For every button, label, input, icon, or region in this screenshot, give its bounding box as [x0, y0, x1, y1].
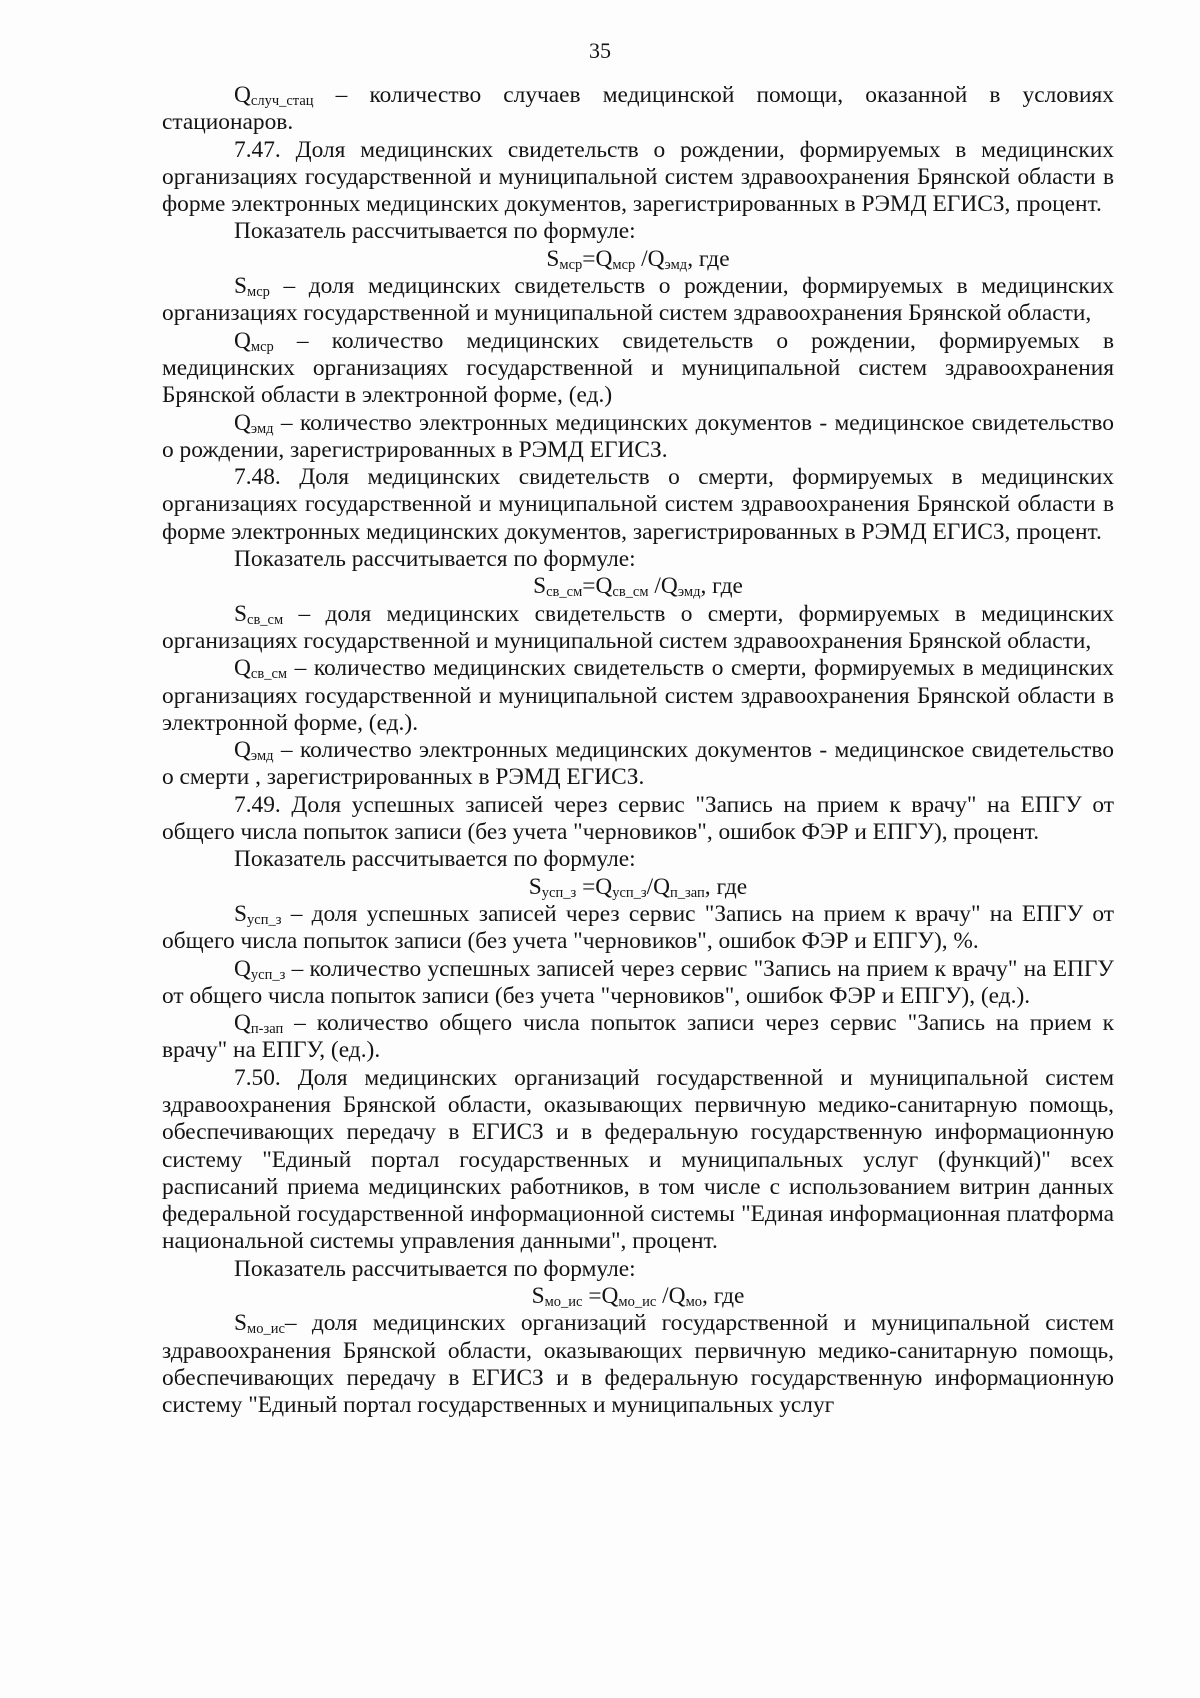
- symbol-subscript: усп_з: [250, 966, 286, 983]
- formula-part-s3: Q: [668, 1283, 686, 1310]
- formula-part-s2sub: усп_з: [612, 884, 647, 901]
- symbol: Q: [234, 737, 251, 764]
- definition-text: – доля медицинских свидетельств о смерти, формируемых в медицинских организациях государственной и муниципальной систем здравоохранения Брянской области,: [162, 600, 1114, 654]
- formula-part-tail: , где: [702, 1283, 745, 1310]
- formula-part-tail: , где: [704, 873, 748, 900]
- symbol-subscript: мср: [247, 283, 270, 300]
- definition-text: – доля медицинских свидетельств о рождении, формируемых в медицинских организациях государственной и муниципальной систем здравоохранения Брянской области,: [162, 273, 1114, 327]
- definition-text: – количество медицинских свидетельств о рождении, формируемых в медицинских организациях государственной и муниципальной систем здравоохранения Брянской области в электронной форме, (ед.): [162, 327, 1114, 409]
- formula-part-s3: Q: [647, 245, 665, 272]
- formula-part-tail: , где: [687, 245, 730, 272]
- formula-part-s1sub: усп_з: [541, 884, 577, 901]
- symbol-subscript: св_см: [247, 611, 284, 628]
- formula-part-s3: Q: [660, 573, 678, 600]
- formula-part-eq: =: [582, 245, 596, 272]
- definition-b05: [162, 273, 1114, 328]
- formula-part-tail: , где: [700, 573, 743, 600]
- symbol: S: [234, 273, 248, 300]
- definition-b17: [162, 901, 1114, 956]
- symbol-subscript: случ_стац: [250, 92, 314, 109]
- formula-part-eq: =: [582, 1283, 602, 1310]
- formula-part-s2: Q: [595, 245, 613, 272]
- definition-b12: [162, 655, 1114, 737]
- definition-b18: [162, 956, 1114, 1011]
- formula-part-s2: Q: [595, 873, 613, 900]
- definition-b13: [162, 737, 1114, 792]
- formula-part-s2: Q: [595, 573, 613, 600]
- formula-part-s3sub: п_зап: [670, 884, 705, 901]
- definition-text: – количество медицинских свидетельств о смерти, формируемых в медицинских организациях государственной и муниципальной систем здравоохранения Брянской области в электронной форме, (ед.).: [162, 655, 1114, 736]
- formula-part-s2sub: св_см: [612, 584, 649, 601]
- symbol-subscript: эмд: [250, 420, 274, 437]
- formula-part-div: /: [648, 573, 661, 600]
- formula-part-s2sub: мср: [612, 256, 636, 273]
- symbol: S: [234, 1310, 248, 1337]
- symbol-subscript: мср: [250, 338, 274, 355]
- definition-text: – количество электронных медицинских документов - медицинское свидетельство о рождении, зарегистрированных в РЭМД ЕГИСЗ.: [162, 409, 1114, 463]
- symbol: Q: [234, 655, 251, 682]
- paragraph-b14: 7.49. Доля успешных записей через сервис "Запись на прием к врачу" на ЕПГУ от общего числа попыток записи (без учета "черновиков", ошибок ФЭР и ЕПГУ), процент.: [162, 791, 1114, 846]
- symbol: Q: [234, 1010, 251, 1037]
- definition-b11: [162, 601, 1114, 656]
- formula-part-s3sub: мо: [685, 1293, 702, 1310]
- formula-part-div: /: [656, 1283, 669, 1310]
- formula-part-s1: S: [546, 245, 560, 272]
- formula-part-s1sub: мо_ис: [544, 1293, 583, 1310]
- formula-part-s3sub: эмд: [664, 256, 688, 273]
- definition-text: – количество успешных записей через сервис "Запись на прием к врачу" на ЕПГУ от общего числа попыток записи (без учета "черновиков", ошибок ФЭР и ЕПГУ), (ед.).: [162, 955, 1114, 1009]
- formula-b04: [162, 246, 1114, 273]
- formula-part-eq: =: [582, 573, 596, 600]
- paragraph-b20: 7.50. Доля медицинских организаций государственной и муниципальной систем здравоохранения Брянской области, оказывающих первичную медико-санитарную помощь, обеспечивающих передачу в ЕГИСЗ и в федеральную государственную информационную систему "Единый портал государственных и муниципальных услуг (функций)" всех расписаний приема медицинских работников, в том числе с использованием витрин данных федеральной государственной информационной системы "Единая информационная платформа национальной системы управления данными", процент.: [162, 1064, 1114, 1255]
- formula-part-div: /: [646, 873, 654, 900]
- definition-b23: [162, 1310, 1114, 1419]
- formula-b16: [162, 874, 1114, 901]
- formula-part-div: /: [635, 245, 648, 272]
- formula-part-s2sub: мо_ис: [618, 1293, 657, 1310]
- definition-text: – количество электронных медицинских документов - медицинское свидетельство о смерти , зарегистрированных в РЭМД ЕГИСЗ.: [162, 737, 1114, 791]
- definition-b19: [162, 1010, 1114, 1065]
- symbol: Q: [234, 327, 251, 354]
- formula-part-s1sub: св_см: [546, 584, 583, 601]
- definition-b07: [162, 410, 1114, 465]
- definition-b01: [162, 82, 1114, 137]
- symbol-subscript: эмд: [250, 748, 274, 765]
- symbol: Q: [234, 409, 251, 436]
- symbol: S: [234, 900, 248, 927]
- paragraph-b21: Показатель рассчитывается по формуле:: [234, 1255, 636, 1282]
- symbol: Q: [234, 955, 251, 982]
- formula-part-s3sub: эмд: [677, 584, 701, 601]
- formula-part-s1: S: [533, 573, 547, 600]
- formula-b22: [162, 1283, 1114, 1310]
- definition-b06: [162, 328, 1114, 410]
- definition-text: – доля медицинских организаций государственной и муниципальной систем здравоохранения Брянской области, оказывающих первичную медико-санитарную помощь, обеспечивающих передачу в ЕГИСЗ и в федеральную государственную информационную систему "Единый портал государственных и муниципальных услуг: [162, 1310, 1114, 1419]
- symbol: S: [234, 600, 248, 627]
- page-number: 35: [589, 38, 611, 63]
- symbol-subscript: мо_ис: [247, 1321, 285, 1338]
- definition-text: – доля успешных записей через сервис "Запись на прием к врачу" на ЕПГУ от общего числа попыток записи (без учета "черновиков", ошибок ФЭР и ЕПГУ), %.: [162, 900, 1114, 955]
- paragraph-b08: 7.48. Доля медицинских свидетельств о смерти, формируемых в медицинских организациях государственной и муниципальной систем здравоохранения Брянской области в форме электронных медицинских документов, зарегистрированных в РЭМД ЕГИСЗ, процент.: [162, 464, 1114, 545]
- symbol-subscript: п-зап: [250, 1020, 284, 1037]
- definition-text: – количество общего числа попыток записи через сервис "Запись на прием к врачу" на ЕПГУ, (ед.).: [162, 1010, 1114, 1064]
- formula-b10: [162, 573, 1114, 600]
- formula-part-eq: =: [576, 873, 596, 900]
- symbol-subscript: св_см: [250, 666, 288, 683]
- paragraph-b15: Показатель рассчитывается по формуле:: [234, 846, 636, 873]
- definition-text: – количество случаев медицинской помощи, оказанной в условиях стационаров.: [162, 82, 1114, 136]
- formula-part-s1: S: [528, 873, 542, 900]
- paragraph-b02: 7.47. Доля медицинских свидетельств о рождении, формируемых в медицинских организациях государственной и муниципальной систем здравоохранения Брянской области в форме электронных медицинских документов, зарегистрированных в РЭМД ЕГИСЗ, процент.: [162, 136, 1114, 218]
- formula-part-s2: Q: [601, 1283, 619, 1310]
- document-body: [162, 82, 1114, 1420]
- paragraph-b03: Показатель рассчитывается по формуле:: [234, 218, 636, 245]
- symbol: Q: [234, 82, 251, 108]
- formula-part-s3: Q: [653, 873, 671, 900]
- formula-part-s1sub: мср: [559, 256, 583, 273]
- formula-part-s1: S: [531, 1283, 545, 1310]
- symbol-subscript: усп_з: [247, 911, 282, 928]
- paragraph-b09: Показатель рассчитывается по формуле:: [234, 546, 636, 573]
